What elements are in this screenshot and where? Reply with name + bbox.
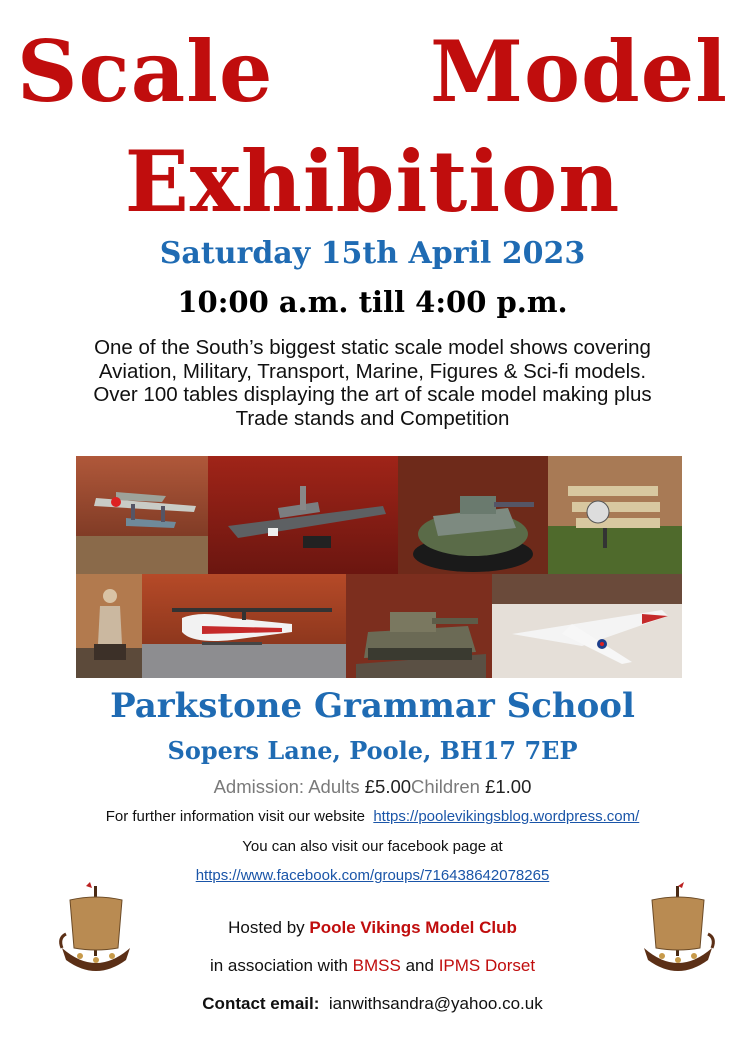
battleship-photo bbox=[208, 456, 398, 574]
figure-photo bbox=[76, 574, 142, 678]
event-time: 10:00 a.m. till 4:00 p.m. bbox=[177, 285, 568, 319]
children-label: Children bbox=[411, 776, 480, 797]
venue-name: Parkstone Grammar School bbox=[110, 686, 635, 726]
description bbox=[0, 336, 745, 430]
tank-diorama-photo bbox=[398, 456, 548, 574]
description-line: Over 100 tables displaying the art of scale model making plus bbox=[93, 383, 652, 406]
title-word-scale: Scale bbox=[16, 22, 274, 121]
description-line: Aviation, Military, Transport, Marine, Figures & Sci-fi models. bbox=[98, 359, 647, 383]
association-org-bmss: BMSS bbox=[352, 956, 401, 975]
contact-label: Contact email: bbox=[202, 994, 320, 1013]
viking-ship-left-icon bbox=[56, 882, 136, 982]
event-date: Saturday 15th April 2023 bbox=[159, 236, 586, 271]
viking-ship-right-icon bbox=[638, 882, 718, 982]
hosted-prefix: Hosted by bbox=[228, 918, 305, 937]
contact bbox=[0, 994, 745, 1014]
jet-photo bbox=[492, 574, 682, 678]
seaplane-photo bbox=[76, 456, 208, 574]
association-and: and bbox=[405, 956, 434, 975]
association-org-ipms: IPMS Dorset bbox=[438, 956, 536, 975]
title-word-model: Model bbox=[429, 22, 729, 121]
title-line-2: Exhibition bbox=[124, 132, 621, 231]
child-price: £1.00 bbox=[485, 776, 532, 797]
adult-price: £5.00 bbox=[364, 776, 412, 797]
facebook-text: You can also visit our facebook page at bbox=[242, 838, 503, 855]
tank-photo bbox=[346, 574, 492, 678]
admission bbox=[0, 776, 745, 798]
helicopter-photo bbox=[142, 574, 346, 678]
description-line: Trade stands and Competition bbox=[235, 406, 510, 430]
description-line: One of the South’s biggest static scale model shows covering bbox=[94, 336, 651, 359]
contact-email[interactable]: ianwithsandra@yahoo.co.uk bbox=[328, 994, 543, 1013]
title-line-1 bbox=[0, 22, 745, 121]
website-text: For further information visit our website bbox=[105, 808, 365, 825]
association-prefix: in association with bbox=[209, 956, 348, 975]
admission-label: Admission: Adults bbox=[213, 776, 360, 797]
website-link[interactable]: https://poolevikingsblog.wordpress.com/ bbox=[373, 808, 640, 825]
website-info bbox=[0, 808, 745, 825]
club-name: Poole Vikings Model Club bbox=[309, 918, 517, 937]
triplane-photo bbox=[548, 456, 682, 574]
photo-collage bbox=[76, 456, 682, 678]
facebook-link[interactable]: https://www.facebook.com/groups/716438642078265 bbox=[195, 867, 550, 884]
venue-address: Sopers Lane, Poole, BH17 7EP bbox=[167, 736, 578, 765]
